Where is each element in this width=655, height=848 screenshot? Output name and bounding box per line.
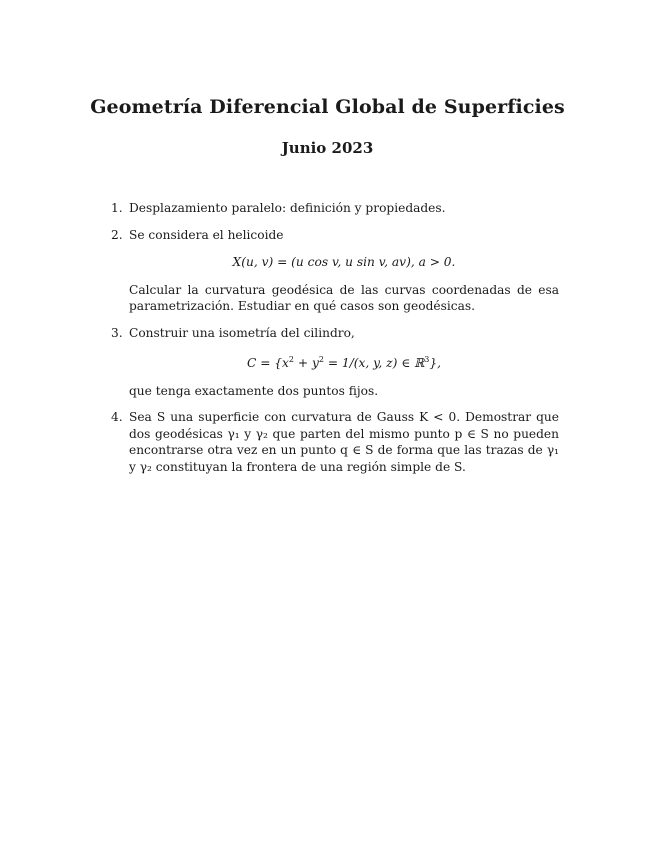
problem-list: [111, 200, 559, 485]
helicoid-formula: X(u, v) = (u cos v, u sin v, av), a > 0.: [232, 255, 456, 269]
cylinder-formula: [129, 352, 559, 372]
problem-number: 4.: [111, 410, 123, 425]
problem-intro: Construir una isometría del cilindro,: [129, 325, 355, 340]
problem-number: 3.: [111, 325, 123, 340]
problem-3: [111, 325, 559, 400]
problem-text: que tenga exactamente dos puntos fijos.: [129, 383, 379, 398]
formula-part: = 1/(x, y, z) ∈ ℝ: [323, 356, 425, 371]
problem-text: Desplazamiento paralelo: definición y propiedades.: [129, 201, 446, 215]
document-title: Geometría Diferencial Global de Superficies: [90, 96, 565, 118]
formula-exponent: 2: [318, 355, 324, 364]
problem-text: Calcular la curvatura geodésica de las curvas coordenadas de esa parametrización. Estudiar en qué casos son geodésicas.: [129, 282, 559, 313]
formula-exponent: 3: [424, 355, 430, 364]
problem-4: [111, 409, 559, 475]
problem-intro: Se considera el helicoide: [129, 227, 284, 242]
problem-2: [111, 227, 559, 315]
formula-part: + y: [294, 356, 319, 371]
problem-1: [111, 200, 559, 217]
document-date: Junio 2023: [281, 139, 374, 157]
problem-number: 2.: [111, 227, 123, 242]
problem-number: 1.: [111, 201, 123, 215]
formula-part: C = {x: [247, 356, 289, 371]
problem-text: Sea S una superficie con curvatura de Gauss K < 0. Demostrar que dos geodésicas γ₁ y γ₂ que parten del mismo punto p ∈ S no pueden encontrarse otra vez en un punto q ∈ S de forma que las trazas de γ₁ y γ₂ constituyan la frontera de una región simple de S.: [129, 410, 559, 474]
formula-part: },: [429, 356, 441, 371]
formula-exponent: 2: [288, 355, 295, 364]
